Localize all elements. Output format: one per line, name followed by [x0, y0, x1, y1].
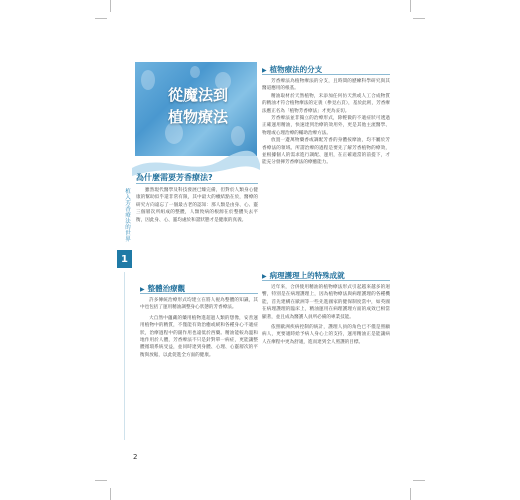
- paragraph: 精油取材於天然植物，未添加任何仿天然或人工合成物質的精油才符合植物療法的定義（參見右頁），基於此則，芳香療法應正名為「植物芳香療法」才更為妥切。: [262, 93, 390, 114]
- crop-mark-bottom-right-v: [410, 488, 411, 500]
- heading-underline: [140, 293, 258, 294]
- paragraph: 雖然現代醫學及科技發展已臻完備，但對於人類身心健康的幫助似乎還非常有限，其中最大的癥結點在於，醫療的研究方向遠忘了一個最古老的認知：那人類是由身、心、靈三個層次所組成的整體，人類致病的根源在於整體失去平衡，因此身、心、靈均處於和諧狀態才是健康的真義。: [136, 188, 258, 223]
- crop-mark-top-left-v: [110, 0, 111, 12]
- crop-mark-bottom-right-h: [413, 480, 425, 481]
- triangle-bullet-icon: ▶: [262, 67, 267, 74]
- crop-mark-top-right-v: [410, 0, 411, 12]
- section-heading-plant-therapy: ▶ 植物療法的分支: [262, 65, 323, 74]
- paragraph: 依照歐洲疾病控制的統計，護理人員的角色已不僅是照顧病人，更要適時給予病人身心上的支持，運用精油正是能讓病人在療程中更為舒適，進而達到全人照護的目標。: [262, 325, 390, 345]
- sidebar-divider: [124, 272, 125, 440]
- page-number: 2: [133, 453, 138, 461]
- hero-title-line-1: 從魔法到: [167, 86, 228, 104]
- paragraph: 許多傳統治療形式均建立在將人視為整體的知識，其中也包括了運用精油調整身心狀態的芳香療法。: [140, 298, 258, 311]
- paragraph: 近年來，合併使用精油的植物療法形式引起越來越多的迴響，特別是在病理護理上，因為植物療法與病理護理的各種機能，首先建構在歐洲等一些先進國家的健保制度當中，如英國在病理護理的臨床上，精油運用在病理護理方面的成效已相當顯著，並且成為醫護人員所必備的專業技能。: [262, 285, 390, 320]
- paragraph: 芳香療法為植物療法的分支，且時間的歷練科學研究與其醫道應用的根基。: [262, 79, 390, 92]
- chapter-number: 1: [121, 253, 128, 265]
- heading-underline: [136, 183, 258, 184]
- paragraph: 放置一邊萬物藥香或調配芳香的身體按摩油，均不屬於芳香療法的領域。所謂治療的過程是要先了解芳香植物的療效，並根據個人的需求進行調配、運用，在正確適當的前提下，才能充分發揮芳香療法的療癒能力。: [262, 138, 390, 166]
- crop-mark-top-right-h: [413, 18, 425, 19]
- crop-mark-bottom-left-h: [95, 480, 107, 481]
- plant-therapy-body: [262, 78, 390, 167]
- chapter-number-tab: [117, 250, 132, 268]
- heading-underline: [262, 280, 390, 281]
- triangle-bullet-icon: ▶: [140, 286, 145, 293]
- lavender-texture: [231, 126, 245, 146]
- paragraph: 芳香療法並非獨立的治療形式，除輕微的不適症狀可透過正確運用精油，快速達到治療的效用外，更是其他主流醫學、物理或心理治療的輔助治療方法。: [262, 116, 390, 136]
- holistic-body: [140, 297, 258, 359]
- crop-mark-top-left-h: [95, 18, 107, 19]
- hero-lavender-image: [135, 62, 257, 156]
- why-aromatherapy-body: [136, 187, 258, 224]
- triangle-bullet-icon: ▶: [262, 273, 267, 280]
- section-heading-holistic: ▶ 整體治療觀: [140, 284, 186, 293]
- hero-title-line-2: 植物療法: [167, 108, 228, 126]
- clinical-nursing-body: [262, 284, 390, 346]
- paragraph: 大自然中蘊藏的藥用植物進超過人類的想像，安善運用植物中的精質，不僅能有效治癒或緩和各種身心不適症狀，治療過程中的副作用也遠低於西藥。精油能較為溫和地作用於人體，芳香療法不只是針對單一病症，更能讓整體循環系統受益，並同時達到身體、心理、心靈層次的平衡與放鬆，以此促進全方面的健康。: [140, 315, 258, 358]
- section-heading-why-aromatherapy: 為什麼需要芳香療法?: [136, 173, 213, 182]
- section-heading-clinical-nursing: ▶ 病理護理上的特殊成就: [262, 271, 345, 280]
- hero-title: [143, 84, 253, 128]
- chapter-side-title: 植入芳香療法的世界: [124, 188, 130, 242]
- crop-mark-bottom-left-v: [110, 488, 111, 500]
- lavender-texture: [190, 66, 200, 78]
- heading-underline: [262, 74, 390, 75]
